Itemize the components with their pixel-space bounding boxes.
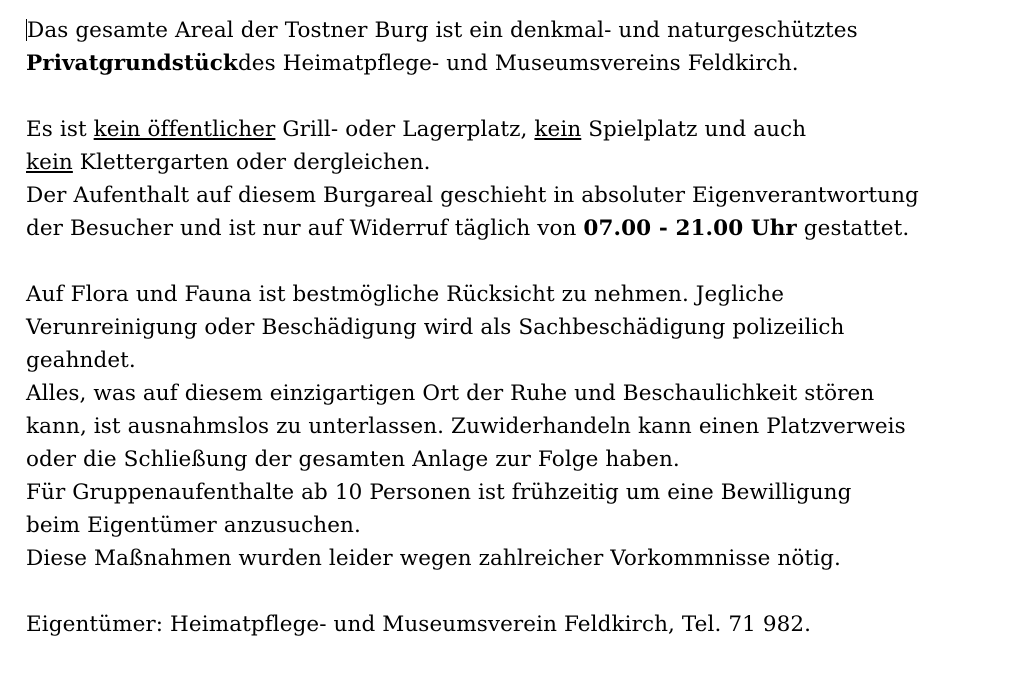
paragraph-reason-line	[26, 542, 1000, 575]
private-property-emphasis: Privatgrundstück	[26, 51, 238, 76]
paragraph-quiet-line-1	[26, 377, 1000, 410]
prohibition-underline-3: kein	[26, 150, 73, 175]
paragraph-nature-line-3	[26, 344, 1000, 377]
paragraph-owner-contact	[26, 608, 1000, 641]
paragraph-intro-line-2	[26, 47, 1000, 80]
paragraph-nature-line-1	[26, 278, 1000, 311]
paragraph-prohibitions-line-2	[26, 146, 1000, 179]
owner-contact-text: Eigentümer: Heimatpflege- und Museumsverein Feldkirch, Tel. 71 982.	[26, 612, 812, 637]
nature-text-1: Auf Flora und Fauna ist bestmögliche Rücksicht zu nehmen. Jegliche	[26, 282, 785, 307]
paragraph-prohibitions-line-1	[26, 113, 1000, 146]
quiet-text-2: kann, ist ausnahmslos zu unterlassen. Zuwiderhandeln kann einen Platzverweis	[26, 414, 906, 439]
paragraph-spacer-1	[26, 80, 1000, 113]
nature-text-2: Verunreinigung oder Beschädigung wird als Sachbeschädigung polizeilich	[26, 315, 845, 340]
prohibition-underline-2: kein	[534, 117, 582, 142]
prohibition-text-c: Spielplatz und auch	[581, 117, 807, 142]
intro-line-1-text: Das gesamte Areal der Tostner Burg ist ein denkmal- und naturgeschütztes	[27, 18, 858, 43]
paragraph-groups-line-1	[26, 476, 1000, 509]
opening-hours-value: 07.00 - 21.00 Uhr	[583, 216, 797, 241]
quiet-text-1: Alles, was auf diesem einzigartigen Ort der Ruhe und Beschaulichkeit stören	[26, 381, 875, 406]
prohibition-text-d: Klettergarten oder dergleichen.	[72, 150, 431, 175]
paragraph-groups-line-2	[26, 509, 1000, 542]
groups-text-2: beim Eigentümer anzusuchen.	[26, 513, 361, 538]
paragraph-quiet-line-3	[26, 443, 1000, 476]
nature-text-3: geahndet.	[26, 348, 136, 373]
paragraph-responsibility-line-1	[26, 179, 1000, 212]
responsibility-text-1: Der Aufenthalt auf diesem Burgareal geschieht in absoluter Eigenverantwortung	[26, 183, 919, 208]
prohibition-text-b: Grill- oder Lagerplatz,	[275, 117, 535, 142]
reason-text: Diese Maßnahmen wurden leider wegen zahlreicher Vorkommnisse nötig.	[26, 546, 841, 571]
quiet-text-3: oder die Schließung der gesamten Anlage zur Folge haben.	[26, 447, 680, 472]
paragraph-nature-line-2	[26, 311, 1000, 344]
opening-hours-text-a: der Besucher und ist nur auf Widerruf täglich von	[26, 216, 584, 241]
paragraph-spacer-3	[26, 575, 1000, 608]
groups-text-1: Für Gruppenaufenthalte ab 10 Personen ist frühzeitig um eine Bewilligung	[26, 480, 852, 505]
intro-line-2-text: des Heimatpflege- und Museumsvereins Feldkirch.	[237, 51, 799, 76]
paragraph-intro-line-1	[26, 14, 1000, 47]
paragraph-quiet-line-2	[26, 410, 1000, 443]
paragraph-spacer-2	[26, 245, 1000, 278]
opening-hours-text-b: gestattet.	[796, 216, 910, 241]
paragraph-opening-hours	[26, 212, 1000, 245]
prohibition-underline-1: kein öffentlicher	[93, 117, 276, 142]
prohibition-text-a: Es ist	[26, 117, 94, 142]
